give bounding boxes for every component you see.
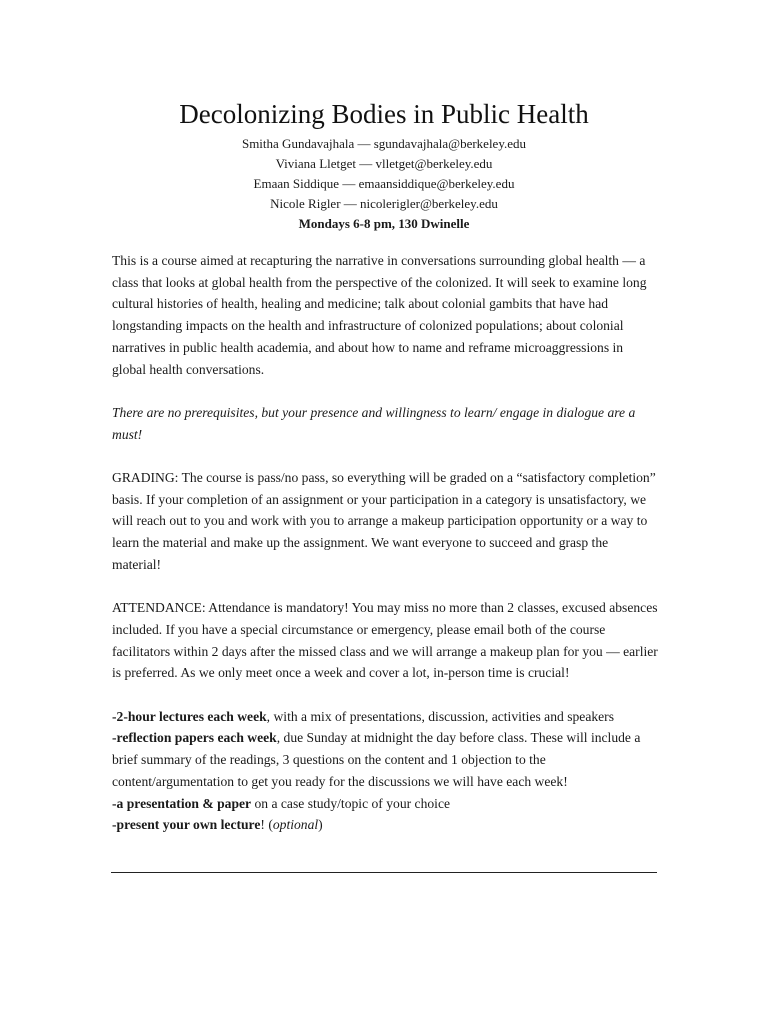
document-body bbox=[112, 250, 660, 858]
contact-line: Emaan Siddique — emaansiddique@berkeley.edu bbox=[253, 176, 515, 191]
attendance-paragraph: ATTENDANCE: Attendance is mandatory! You may miss no more than 2 classes, excused absences included. If you have a special circumstance or emergency, please email both of the course facilitators within 2 days after the missed class and we will arrange a makeup plan for you — earlier is preferred. As we only meet once a week and cover a lot, in-person time is crucial! bbox=[112, 600, 658, 681]
requirement-heading: -a presentation & paper bbox=[112, 795, 252, 811]
intro-paragraph: This is a course aimed at recapturing the narrative in conversations surrounding global health — a class that looks at global health from the perspective of the colonized. It will seek to examine long cultural histories of health, healing and medicine; talk about colonial gambits that have had longstanding impacts on the health and infrastructure of colonized populations; about colonial narratives in public health academia, and about how to name and reframe microaggressions in global health conversations. bbox=[112, 253, 647, 377]
requirement-heading: -present your own lecture bbox=[112, 817, 261, 833]
requirement-tail: ) bbox=[318, 817, 323, 833]
requirement-item bbox=[112, 727, 660, 792]
contact-list bbox=[0, 134, 768, 234]
grading-paragraph: GRADING: The course is pass/no pass, so everything will be graded on a “satisfactory completion” basis. If your completion of an assignment or your participation in a category is unsatisfactory, we will reach out to you and work with you to arrange a makeup participation opportunity or a way to learn the material and make up the assignment. We want everyone to succeed and grasp the material! bbox=[112, 470, 656, 572]
document-title: Decolonizing Bodies in Public Health bbox=[179, 99, 589, 129]
requirement-item bbox=[112, 793, 660, 815]
requirement-item bbox=[112, 706, 660, 728]
contact-line: Nicole Rigler — nicolerigler@berkeley.edu bbox=[270, 196, 498, 211]
requirement-detail: , due Sunday at midnight the day before class. These will include a brief summary of the readings, 3 questions on the content and 1 objection to the content/argumentation to get you ready for the discussions we will have each week! bbox=[112, 730, 641, 789]
requirements-list bbox=[112, 706, 660, 836]
horizontal-rule bbox=[111, 872, 657, 873]
requirement-heading: -reflection papers each week bbox=[112, 730, 277, 746]
requirement-item bbox=[112, 814, 660, 836]
contact-line: Viviana Lletget — vlletget@berkeley.edu bbox=[275, 156, 493, 171]
contact-line: Smitha Gundavajhala — sgundavajhala@berkeley.edu bbox=[241, 136, 527, 151]
requirement-detail: ! ( bbox=[260, 817, 273, 833]
requirement-detail: , with a mix of presentations, discussion, activities and speakers bbox=[266, 708, 614, 724]
meeting-time: Mondays 6-8 pm, 130 Dwinelle bbox=[298, 216, 470, 231]
requirement-heading: -2-hour lectures each week bbox=[112, 708, 267, 724]
requirement-detail: on a case study/topic of your choice bbox=[251, 795, 451, 811]
prerequisites-note: There are no prerequisites, but your presence and willingness to learn/ engage in dialogue are a must! bbox=[112, 404, 636, 442]
optional-note: optional bbox=[272, 817, 319, 833]
